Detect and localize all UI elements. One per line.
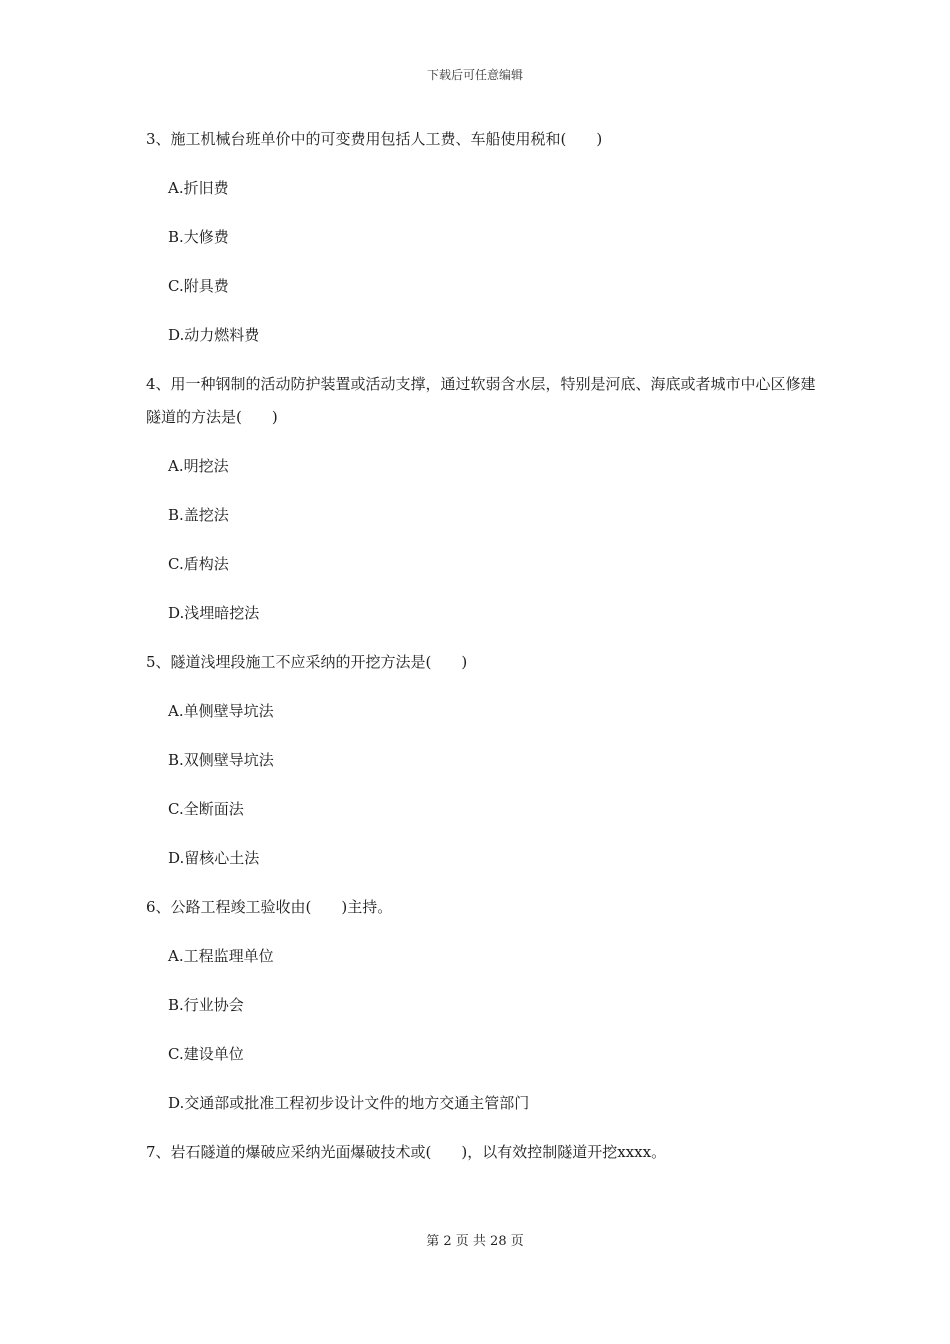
option-item: A.明挖法 [168, 457, 229, 475]
option-item: C.建设单位 [168, 1045, 244, 1063]
option-item: A.工程监理单位 [168, 947, 274, 965]
page-footer: 第 2 页 共 28 页 [426, 1234, 524, 1249]
option-item: A.折旧费 [168, 179, 229, 197]
option-item: B.行业协会 [168, 996, 244, 1014]
option-item: C.盾构法 [168, 555, 229, 573]
page-header: 下载后可任意编辑 [426, 68, 523, 82]
option-item: C.全断面法 [168, 800, 244, 818]
option-item: D.留核心土法 [168, 849, 260, 867]
question-stem: 3、施工机械台班单价中的可变费用包括人工费、车船使用税和( ) [146, 130, 603, 148]
option-item: B.双侧壁导坑法 [168, 751, 274, 769]
question-stem: 6、公路工程竣工验收由( )主持。 [146, 898, 393, 916]
option-item: D.动力燃料费 [168, 326, 260, 344]
question-stem: 7、岩石隧道的爆破应采纳光面爆破技术或( )，以有效控制隧道开挖xxxx。 [146, 1143, 667, 1161]
option-item: C.附具费 [168, 277, 229, 295]
question-list [146, 123, 816, 1185]
option-item: D.交通部或批准工程初步设计文件的地方交通主管部门 [168, 1094, 530, 1112]
option-item: A.单侧壁导坑法 [168, 702, 274, 720]
option-item: B.盖挖法 [168, 506, 229, 524]
option-item: D.浅埋暗挖法 [168, 604, 260, 622]
option-item: B.大修费 [168, 228, 229, 246]
question-stem: 4、用一种钢制的活动防护装置或活动支撑，通过软弱含水层，特别是河底、海底或者城市中心区修建隧道的方法是( ) [146, 375, 816, 426]
question-stem: 5、隧道浅埋段施工不应采纳的开挖方法是( ) [146, 653, 468, 671]
